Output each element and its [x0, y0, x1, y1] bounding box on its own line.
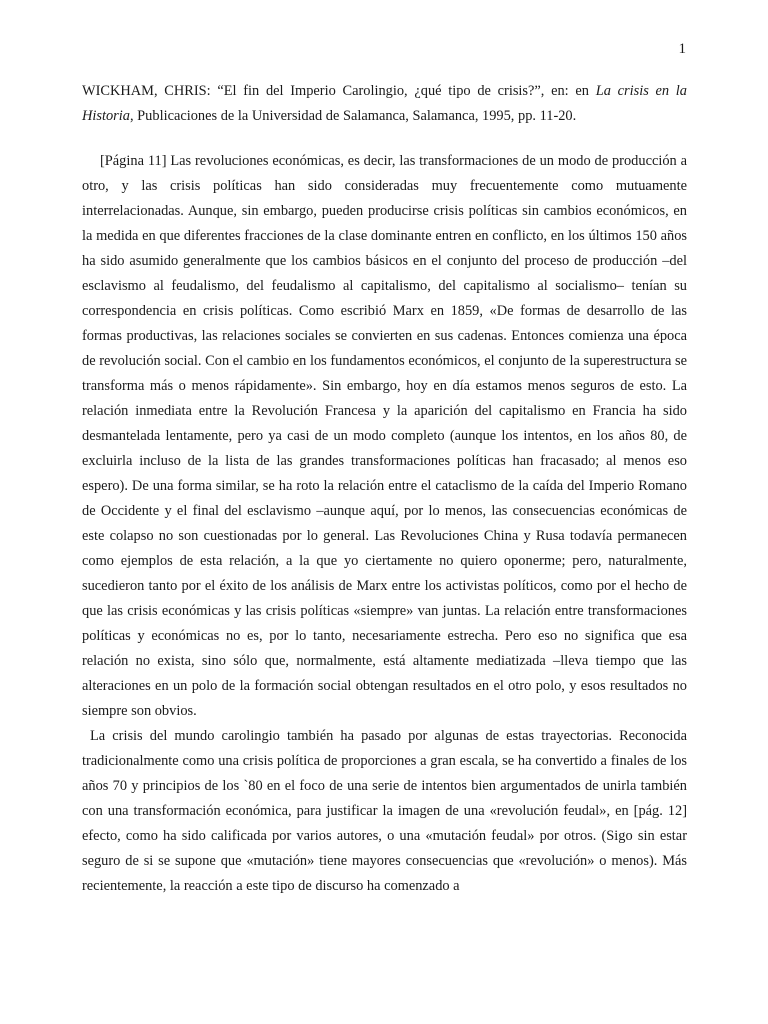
- document-body: [82, 79, 687, 899]
- paragraph-1: [Página 11] Las revoluciones económicas, es decir, las transformaciones de un modo de producción a otro, y las crisis políticas han sido consideradas muy frecuentemente como mutuamente interrelacionadas. Aunque, sin embargo, pueden producirse crisis políticas sin cambios económicos, en la medida en que diferentes fracciones de la clase dominante entren en conflicto, en los últimos 150 años ha sido asumido generalmente que los cambios básicos en el conjunto del proceso de producción –del esclavismo al feudalismo, del feudalismo al capitalismo, del capitalismo al socialismo– tenían su correspondencia en crisis políticas. Como escribió Marx en 1859, «De formas de desarrollo de las formas productivas, las relaciones sociales se convierten en sus cadenas. Entonces comienza una época de revolución social. Con el cambio en los fundamentos económicos, el conjunto de la superestructura se transforma más o menos rápidamente». Sin embargo, hoy en día estamos menos seguros de esto. La relación inmediata entre la Revolución Francesa y la aparición del capitalismo en Francia ha sido desmantelada lentamente, pero ya casi de un modo completo (aunque los intentos, en los años 80, de excluirla incluso de la lista de las grandes transformaciones políticas han fracasado; al menos eso espero). De una forma similar, se ha roto la relación entre el cataclismo de la caída del Imperio Romano de Occidente y el final del esclavismo –aunque aquí, por lo menos, las consecuencias económicas de este colapso no son cuestionadas por lo general. Las Revoluciones China y Rusa todavía permanecen como ejemplos de esta relación, a la que yo ciertamente no quiero oponerme; pero, naturalmente, sucedieron tanto por el éxito de los análisis de Marx entre los activistas políticos, como por el hecho de que las crisis económicas y las crisis políticas «siempre» van juntas. La relación entre transformaciones políticas y económicas no es, por lo tanto, necesariamente estrecha. Pero eso no significa que esa relación no exista, sino sólo que, normalmente, está altamente mediatizada –lleva tiempo que las alteraciones en un polo de la formación social obtengan resultados en el otro polo, y esos resultados no siempre son obvios.: [82, 153, 687, 719]
- citation-author-title: WICKHAM, CHRIS: “El fin del Imperio Carolingio, ¿qué tipo de crisis?”, en: en: [82, 83, 596, 99]
- paragraph-2: La crisis del mundo carolingio también ha pasado por algunas de estas trayectorias. Reconocida tradicionalmente como una crisis política de proporciones a gran escala, se ha convertido a finales de los años 70 y principios de los `80 en el foco de una serie de intentos bien argumentados de unirla también con una transformación económica, para justificar la imagen de una «revolución feudal», en [pág. 12] efecto, como ha sido calificada por varios autores, o una «mutación feudal» por otros. (Sigo sin estar seguro de si se supone que «mutación» tiene mayores consecuencias que «revolución» o menos). Más recientemente, la reacción a este tipo de discurso ha comenzado a: [82, 728, 687, 894]
- page-number: 1: [678, 41, 686, 57]
- bibliographic-citation: [82, 79, 687, 129]
- citation-book-title: La crisis en la Historia: [82, 83, 688, 124]
- citation-publication: , Publicaciones de la Universidad de Salamanca, Salamanca, 1995, pp. 11-20.: [129, 108, 577, 124]
